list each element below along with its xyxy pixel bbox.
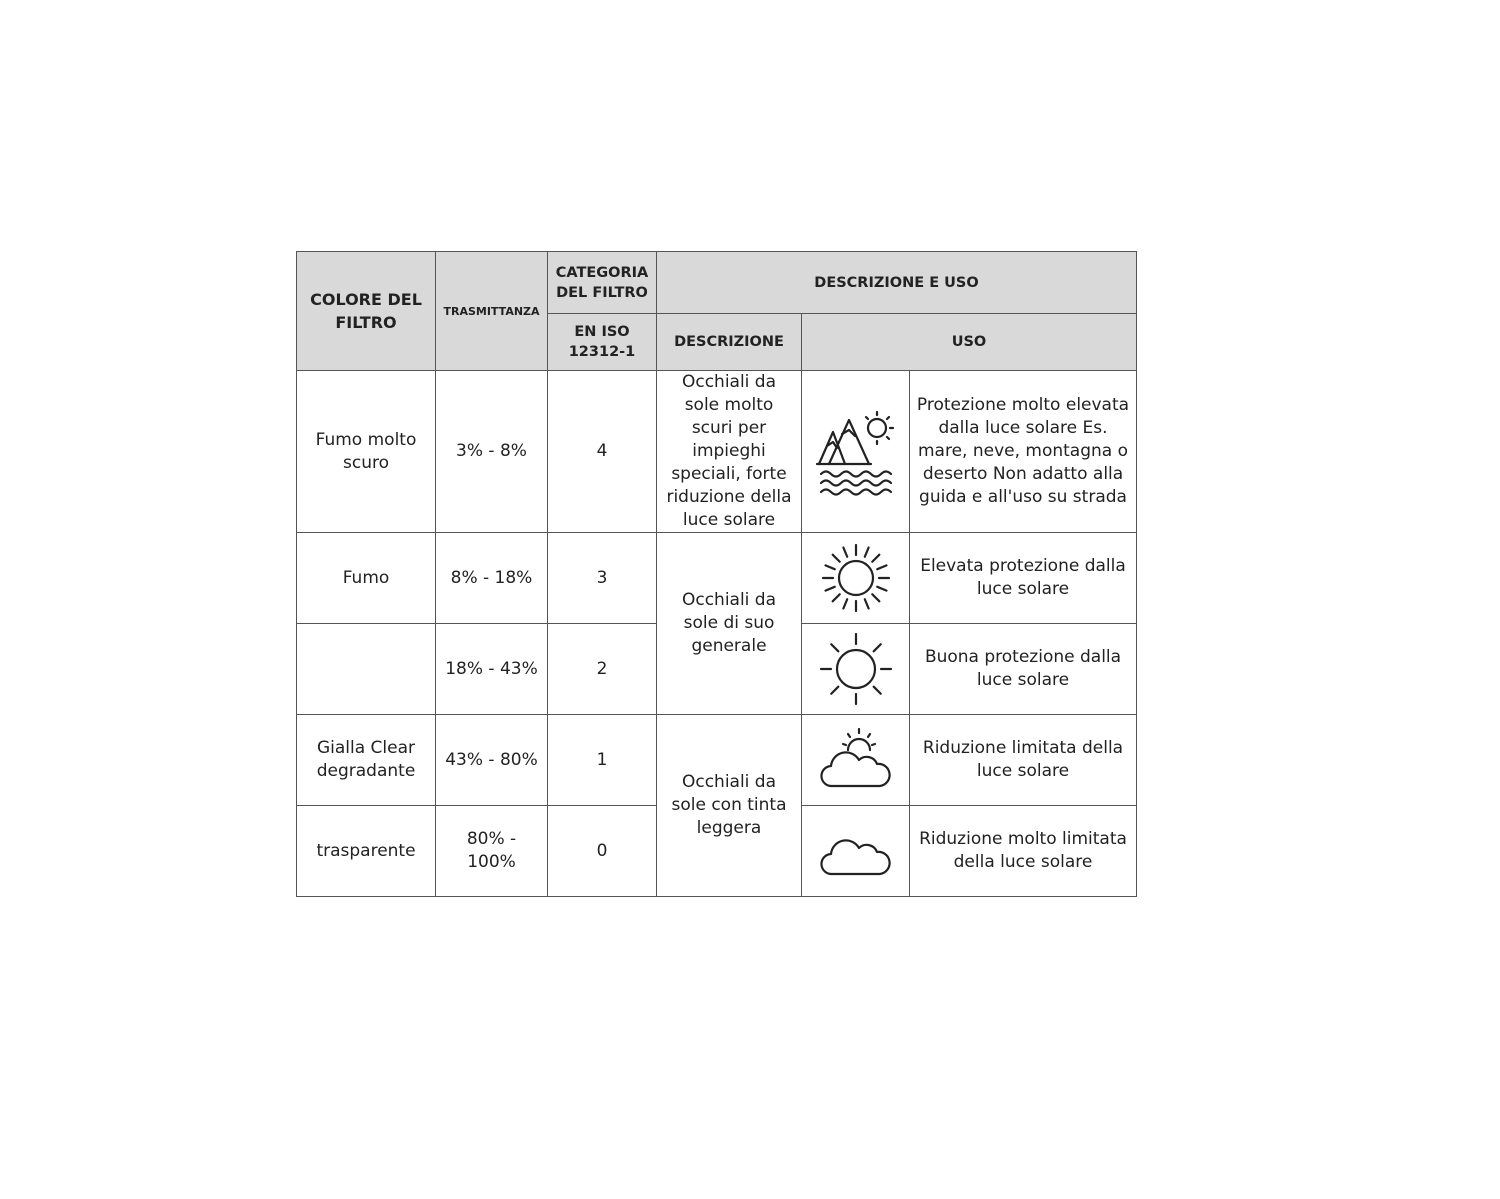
header-uso: USO: [802, 314, 1137, 371]
cell-descrizione: Occhiali da sole di suo generale: [657, 533, 802, 715]
sun-strong-icon: [802, 533, 910, 624]
cell-uso: Buona protezione dalla luce solare: [910, 624, 1137, 715]
cell-trasmittanza: 3% - 8%: [436, 371, 548, 533]
cell-colore: [297, 624, 436, 715]
cell-colore: Gialla Clear degradante: [297, 715, 436, 806]
cell-trasmittanza: 80% - 100%: [436, 806, 548, 897]
cell-uso: Protezione molto elevata dalla luce solare Es. mare, neve, montagna o deserto Non adatto alla guida e all'uso su strada: [910, 371, 1137, 533]
header-categoria: CATEGORIA DEL FILTRO: [548, 252, 657, 314]
cell-categoria: 4: [548, 371, 657, 533]
cell-colore: Fumo: [297, 533, 436, 624]
table-row: [297, 533, 1137, 624]
mountain-sun-waves-icon: [802, 371, 910, 533]
header-trasmittanza: TRASMITTANZA: [436, 252, 548, 371]
header-norma: EN ISO 12312-1: [548, 314, 657, 371]
header-descrizione-uso: DESCRIZIONE E USO: [657, 252, 1137, 314]
cell-categoria: 2: [548, 624, 657, 715]
header-colore: COLORE DEL FILTRO: [297, 252, 436, 371]
cell-colore: trasparente: [297, 806, 436, 897]
cell-uso: Riduzione limitata della luce solare: [910, 715, 1137, 806]
table-row: [297, 371, 1137, 533]
cell-uso: Elevata protezione dalla luce solare: [910, 533, 1137, 624]
sun-icon: [802, 624, 910, 715]
cell-descrizione: Occhiali da sole molto scuri per impieghi speciali, forte riduzione della luce solare: [657, 371, 802, 533]
cell-categoria: 3: [548, 533, 657, 624]
header-descrizione: DESCRIZIONE: [657, 314, 802, 371]
cell-categoria: 1: [548, 715, 657, 806]
filter-category-table: [296, 251, 1137, 897]
cell-uso: Riduzione molto limitata della luce solare: [910, 806, 1137, 897]
table-row: [297, 715, 1137, 806]
sun-cloud-icon: [802, 715, 910, 806]
cell-descrizione: Occhiali da sole con tinta leggera: [657, 715, 802, 897]
cell-trasmittanza: 18% - 43%: [436, 624, 548, 715]
cell-colore: Fumo molto scuro: [297, 371, 436, 533]
cloud-icon: [802, 806, 910, 897]
cell-trasmittanza: 43% - 80%: [436, 715, 548, 806]
cell-trasmittanza: 8% - 18%: [436, 533, 548, 624]
cell-categoria: 0: [548, 806, 657, 897]
